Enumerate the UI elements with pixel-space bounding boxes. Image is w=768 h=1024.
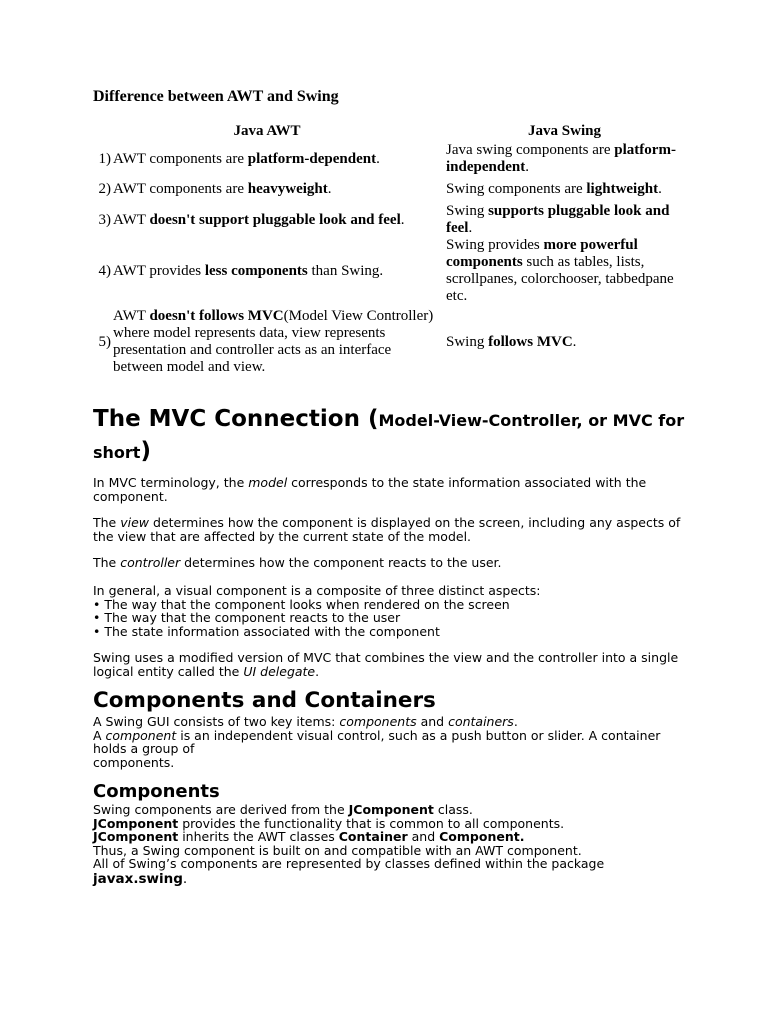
mvc-heading-main: The MVC Connection ( [93, 406, 379, 432]
comparison-table [91, 123, 686, 379]
mvc-paragraph-controller: The controller determines how the component reacts to the user. [93, 555, 502, 570]
row-number: 5) [98, 333, 111, 350]
swing-cell: Swing supports pluggable look and feel. [446, 203, 670, 236]
mvc-paragraph-ui-delegate: Swing uses a modified version of MVC that combines the view and the controller into a single logical entity called the UI delegate. [93, 650, 679, 679]
row-number: 1) [98, 150, 111, 167]
mvc-aspects-intro: In general, a visual component is a composite of three distinct aspects: [93, 583, 541, 598]
mvc-paragraph-view: The view determines how the component is displayed on the screen, including any aspects of the view that are affected by the current state of the model. [93, 515, 681, 544]
table-row [91, 176, 686, 203]
cc-line-3: components. [93, 754, 175, 770]
row-number: 3) [98, 211, 111, 228]
package-name: javax.swing [93, 870, 183, 887]
awt-cell: AWT components are platform-dependent. [113, 150, 380, 167]
cc-line-2: A component is an independent visual control, such as a push button or slider. A container holds a group of [93, 727, 661, 756]
table-row [91, 142, 686, 176]
table-row [91, 305, 686, 379]
table-header-row [91, 123, 686, 142]
components-block [93, 803, 693, 887]
awt-cell: AWT doesn't support pluggable look and feel. [113, 211, 405, 228]
comp-line: Swing components are derived from the JComponent class. [93, 802, 473, 817]
row-number: 2) [98, 181, 111, 197]
row-number: 4) [98, 262, 111, 279]
table-row [91, 203, 686, 237]
mvc-heading-close: ) [140, 438, 151, 464]
list-item: • The way that the component looks when rendered on the screen [93, 596, 510, 612]
comp-line: JComponent inherits the AWT classes Container and Component. [93, 829, 525, 844]
cc-line-1: A Swing GUI consists of two key items: components and containers. [93, 714, 518, 729]
awt-cell: AWT provides less components than Swing. [113, 262, 384, 279]
awt-cell: AWT components are heavyweight. [113, 181, 332, 197]
swing-cell: Swing provides more powerful components such as tables, lists, scrollpanes, colorchooser, tabbedpane etc. [446, 237, 674, 304]
swing-cell: Swing components are lightweight. [446, 181, 662, 197]
list-item: • The state information associated with the component [93, 623, 440, 639]
comp-line: Thus, a Swing component is built on and compatible with an AWT component. [93, 842, 582, 858]
mvc-heading [93, 404, 693, 468]
package-period: . [182, 870, 188, 887]
mvc-paragraph-model: In MVC terminology, the model corresponds to the state information associated with the component. [93, 475, 647, 504]
document-title: Difference between AWT and Swing [93, 88, 339, 105]
mvc-heading-subtitle: Model-View-Controller, or MVC for short [93, 411, 685, 462]
column-header-swing: Java Swing [528, 123, 601, 139]
swing-cell: Java swing components are platform-independent. [446, 142, 676, 175]
list-item: • The way that the component reacts to the user [93, 610, 401, 625]
mvc-aspects-block [93, 584, 693, 638]
comp-package-line [93, 871, 693, 887]
comp-line: All of Swing’s components are represented by classes defined within the package [93, 856, 605, 871]
components-containers-heading: Components and Containers [93, 688, 436, 713]
components-containers-block [93, 715, 693, 769]
awt-cell: AWT doesn't follows MVC(Model View Controller) where model represents data, view represents presentation and controller acts as an interface between model and view. [113, 308, 434, 375]
comp-line: JComponent provides the functionality that is common to all components. [93, 815, 565, 831]
components-heading: Components [93, 781, 220, 802]
column-header-awt: Java AWT [233, 123, 301, 139]
swing-cell: Swing follows MVC. [446, 333, 577, 350]
table-row [91, 237, 686, 305]
